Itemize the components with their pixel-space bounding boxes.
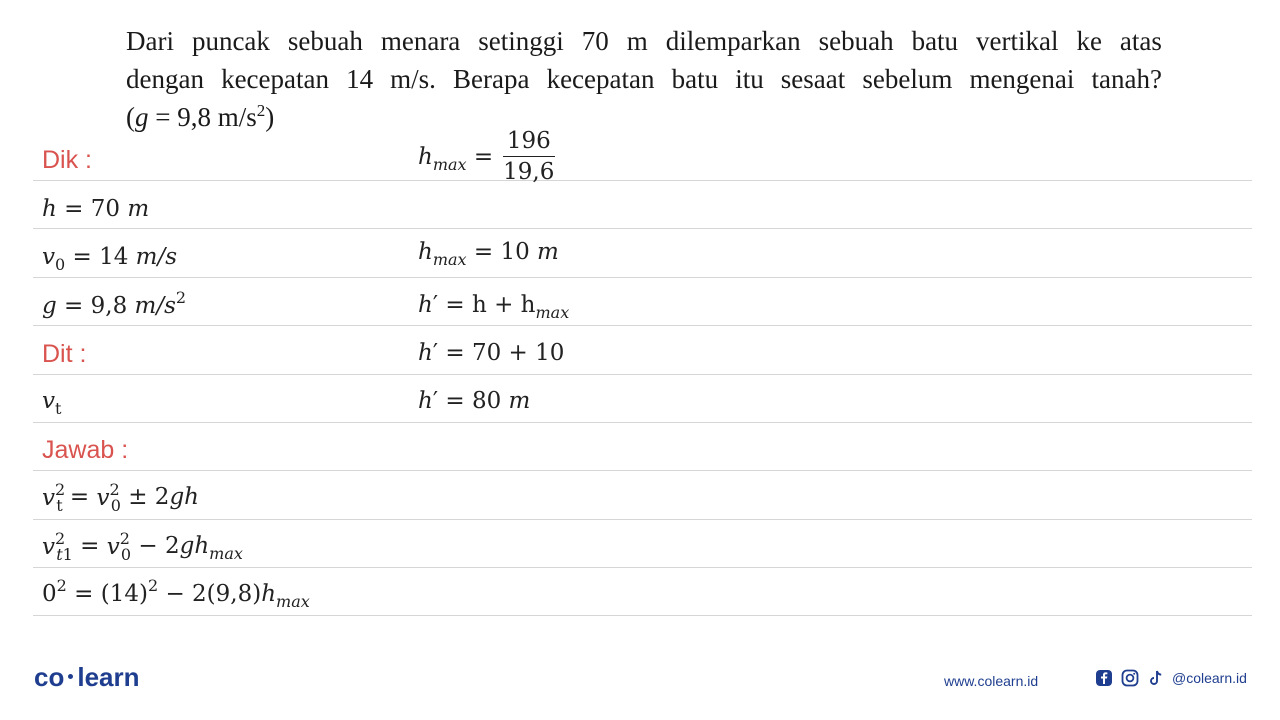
row-divider [33, 374, 1252, 375]
question-word: itu [735, 64, 764, 94]
question-word: mengenai [969, 64, 1075, 94]
question-text [126, 22, 1162, 136]
row-divider [33, 519, 1252, 520]
facebook-icon[interactable] [1094, 668, 1114, 688]
total-height-value: h′ = 80 m [418, 388, 531, 414]
asked-final-velocity: $v_t$ [42, 388, 62, 418]
dit-label: Dit : [42, 340, 87, 368]
row-divider [33, 615, 1252, 616]
social-links [1094, 668, 1247, 688]
row-divider [33, 422, 1252, 423]
question-word: sebuah [287, 26, 363, 56]
question-word: kecepatan [221, 64, 329, 94]
dik-label: Dik : [42, 146, 92, 174]
question-word: setinggi [478, 26, 564, 56]
fraction: $\frac{196}{19,6}$ [503, 128, 555, 185]
question-word: Berapa [453, 64, 530, 94]
question-word: dilemparkan [665, 26, 801, 56]
question-word: menara [380, 26, 461, 56]
question-word: atas [1119, 26, 1162, 56]
question-line-3: (g = 9,8 $m/s^2$) [126, 101, 275, 132]
question-word: dengan [126, 64, 204, 94]
row-divider [33, 180, 1252, 181]
question-word: batu [671, 64, 719, 94]
question-line-1 [126, 22, 1162, 60]
total-height-formula: $h' = h + h_{max}$ [418, 292, 570, 322]
row-divider [33, 567, 1252, 568]
tiktok-icon[interactable] [1146, 668, 1166, 688]
question-word: 14 [346, 64, 374, 94]
given-height: h = 70 m [42, 196, 150, 222]
question-word: sebelum [862, 64, 953, 94]
question-word: puncak [191, 26, 270, 56]
row-divider [33, 325, 1252, 326]
question-word: kecepatan [546, 64, 655, 94]
question-line-2 [126, 60, 1162, 98]
hmax-value: $h_{max} = 10$ m [418, 239, 559, 269]
given-gravity: g = 9,8 $m/s^2$ [42, 288, 187, 319]
jawab-label: Jawab : [42, 436, 129, 464]
hmax-fraction: $h_{max}$ = $\frac{196}{19,6}$ [418, 128, 558, 185]
colearn-logo: co learn [34, 662, 140, 692]
equation-substitution: $0^2 = (14)^2 - 2(9,8)h_{max}$ [42, 576, 310, 611]
website-link[interactable]: www.colearn.id [944, 673, 1039, 689]
row-divider [33, 228, 1252, 229]
equation-max-height: $v^2_{t1} = v^2_0 - 2gh_{max}$ [42, 529, 243, 564]
social-handle: @colearn.id [1172, 670, 1247, 686]
question-word: Dari [126, 26, 174, 56]
given-initial-velocity: $v_0 = 14$ m/s [42, 244, 178, 274]
question-word: vertikal [976, 26, 1059, 56]
question-word: sesaat [780, 64, 846, 94]
question-word: sebuah [818, 26, 894, 56]
total-height-sum: h′ = 70 + 10 [418, 340, 565, 366]
equation-general: $v^2_t = v^2_0 \pm 2gh$ [42, 480, 199, 515]
row-divider [33, 470, 1252, 471]
question-word: m/s. [390, 64, 436, 94]
question-word: batu [911, 26, 959, 56]
instagram-icon[interactable] [1120, 668, 1140, 688]
question-word: m [626, 26, 648, 56]
row-divider [33, 277, 1252, 278]
question-word: 70 [581, 26, 609, 56]
question-word: tanah? [1091, 64, 1162, 94]
question-word: ke [1076, 26, 1102, 56]
